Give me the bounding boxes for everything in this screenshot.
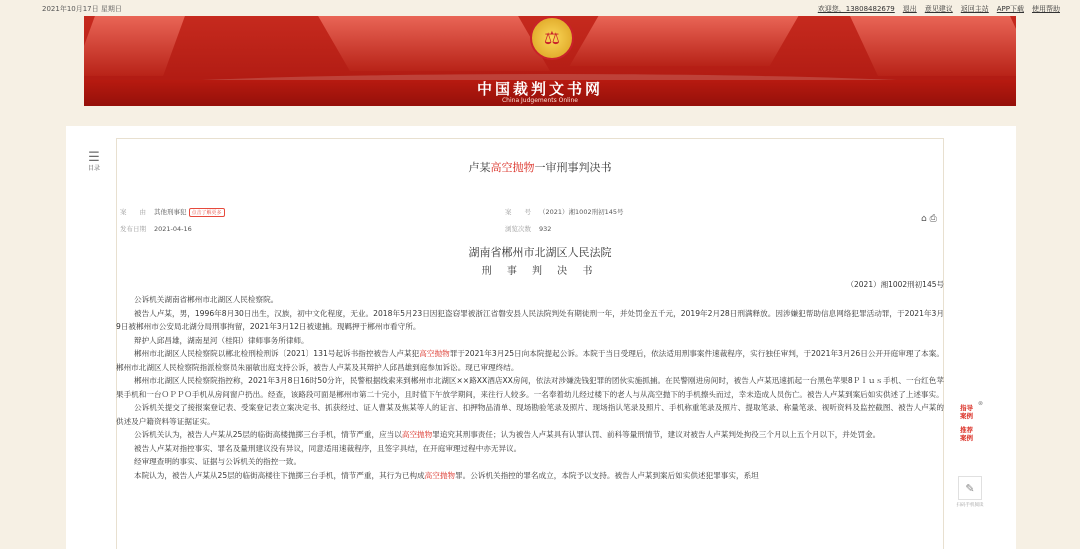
top-links <box>818 4 1060 14</box>
paragraph: 被告人卢某对指控事实、罪名及量刑建议没有异议，同意适用速裁程序，且签字具结，在开庭审理过程中亦无异议。 <box>134 443 522 453</box>
paragraph-text: 公诉机关认为，被告人卢某从25层的临街高楼抛掷三台手机，情节严重，应当以 <box>134 430 402 439</box>
meta-cause <box>120 207 225 217</box>
document-title <box>0 159 1080 175</box>
paragraph: 公诉机关湖南省郴州市北湖区人民检察院。 <box>134 295 279 304</box>
help-link[interactable]: 使用帮助 <box>1032 5 1060 13</box>
meta-pubdate-label: 发布日期 <box>120 225 146 233</box>
meta-pubdate-value: 2021-04-16 <box>154 225 192 233</box>
document-body <box>116 293 944 482</box>
paragraph: 被告人卢某，男，1996年8月30日出生，汉族，初中文化程度，无业。2018年5月23日因犯盗窃罪被浙江省磐安县人民法院判处有期徒刑一年，并处罚金五千元，2019年2月28日刑满释放。因涉嫌犯帮助信息网络犯罪活动罪，于2021年3月9日被郴州市公安局北湖分局刑事拘留，2021年3月12日被逮捕。现羁押于郴州市看守所。 <box>116 308 944 331</box>
doc-actions <box>921 214 937 224</box>
paragraph-text: 罪。公诉机关指控的罪名成立，本院予以支持。被告人卢某到案后如实供述犯罪事实，系坦 <box>455 470 759 480</box>
paragraph-text: 罪于2021年3月25日向本院提起公诉。本院于当日受理后，依法适用刑事案件速裁程序，实行独任审判，于2021年3月26日公开开庭审理了本案。郴州市北湖区人民检察院指派检察员朱丽敏出庭支持公诉，被告人卢某及其辩护人邱昌雄到庭参加诉讼。现已审理终结。 <box>116 349 944 372</box>
banner-ribbon <box>570 16 799 66</box>
banner-ribbon <box>84 16 185 76</box>
meta-views <box>505 224 551 233</box>
meta-cause-label: 案 由 <box>120 208 146 216</box>
meta-caseno <box>505 207 624 216</box>
paragraph: 公诉机关提交了接报案登记表、受案登记表立案决定书、抓获经过、证人曹某及焦某等人的证言、扣押物品清单、现场勘验笔录及照片、现场指认笔录及照片、手机称重笔录及照片、提取笔录、称量笔录、视听资料及监控截图、被告人卢某的供述及户籍资料等证据证实。 <box>116 403 944 426</box>
keyword-highlight: 高空抛物 <box>401 430 433 439</box>
paragraph-text: 罪追究其刑事责任；认为被告人卢某具有认罪认罚、前科等量刑情节，建议对被告人卢某判处拘役三个月以上五个月以下，并处罚金。 <box>432 430 881 439</box>
home-link[interactable]: 返回主站 <box>960 5 989 13</box>
paragraph-text: 本院认为，被告人卢某从25层的临街高楼往下抛掷三台手机，情节严重，其行为已构成 <box>134 470 425 480</box>
court-name: 湖南省郴州市北湖区人民法院 <box>468 246 612 259</box>
case-number: （2021）湘1002刑初145号 <box>846 280 944 289</box>
case-sidebar <box>960 400 984 442</box>
edit-label: 扫码手机阅读 <box>956 503 984 508</box>
toc-label: 目录 <box>87 165 100 172</box>
top-bar <box>0 0 1080 16</box>
keyword-highlight: 高空抛物 <box>424 470 456 480</box>
keyword-highlight: 高空抛物 <box>419 349 450 358</box>
title-prefix: 卢某 <box>468 161 491 174</box>
learn-more-badge[interactable]: 点击了解更多 <box>189 208 225 217</box>
recommended-cases-link[interactable]: 推荐案例 <box>960 426 973 442</box>
feedback-link[interactable]: 意见建议 <box>924 5 953 13</box>
paragraph-text: 郴州市北湖区人民检察院以郴北检刑检刑诉〔2021〕131号起诉书指控被告人卢某犯 <box>134 349 420 358</box>
site-name: 中国裁判文书网 <box>476 80 603 98</box>
home-icon[interactable]: ⌂ <box>921 214 927 224</box>
meta-caseno-label: 案 号 <box>505 208 531 216</box>
court-emblem-icon: ⚖ <box>530 16 574 60</box>
document-kind: 刑 事 判 决 书 <box>481 266 599 277</box>
site-subtitle: China Judgements Online <box>501 97 578 104</box>
print-icon[interactable]: ⎙ <box>929 214 937 224</box>
close-icon[interactable]: ⊗ <box>978 400 984 407</box>
banner-ribbon <box>318 16 550 71</box>
title-suffix: 一审刑事判决书 <box>534 161 612 174</box>
paragraph <box>116 347 944 374</box>
pencil-icon: ✎ <box>965 481 975 495</box>
paragraph <box>116 469 944 483</box>
current-date: 2021年10月17日 星期日 <box>42 5 122 13</box>
meta-views-label: 浏览次数 <box>505 225 531 233</box>
user-welcome-link[interactable]: 欢迎您，13808482679 <box>817 5 895 13</box>
meta-caseno-value: （2021）湘1002刑初145号 <box>539 208 624 216</box>
title-highlight: 高空抛物 <box>490 161 535 174</box>
paragraph: 郴州市北湖区人民检察院指控称，2021年3月8日16时50分许，民警根据线索来到郴州市北湖区××路XX酒店XX房间，依法对涉嫌洗钱犯罪的团伙实施抓捕。在民警刚进房间时，被告人卢某迅速抓起一台黑色苹果8Ｐｌｕｓ手机、一台红色苹果手机和一台ＯＰＰＯ手机从房间窗户扔出。经查，该路段可面是郴州市第二十完小，且时值下午放学期间，来往行人较多。一名奉着幼儿经过楼下的老人与从高空抛下的手机擦头而过，幸未造成人员伤亡。被告人卢某到案后如实供述了上述事实。 <box>116 376 944 399</box>
guide-cases-link[interactable]: 指导案例 <box>960 404 973 420</box>
meta-views-value: 932 <box>539 225 552 233</box>
app-download-link[interactable]: APP下载 <box>996 5 1024 13</box>
banner-ribbon <box>850 16 1016 76</box>
list-icon: ☰ <box>88 150 100 165</box>
paragraph <box>116 428 944 442</box>
edit-button[interactable] <box>958 476 982 500</box>
meta-cause-value: 其他刑事犯 <box>154 208 187 216</box>
meta-pubdate <box>120 224 192 233</box>
logout-link[interactable]: 退出 <box>902 5 917 13</box>
paragraph: 辩护人邱昌雄，湖南星河（桂阳）律师事务所律师。 <box>134 335 309 345</box>
paragraph: 经审理查明的事实、证据与公诉机关的指控一致。 <box>134 457 302 466</box>
